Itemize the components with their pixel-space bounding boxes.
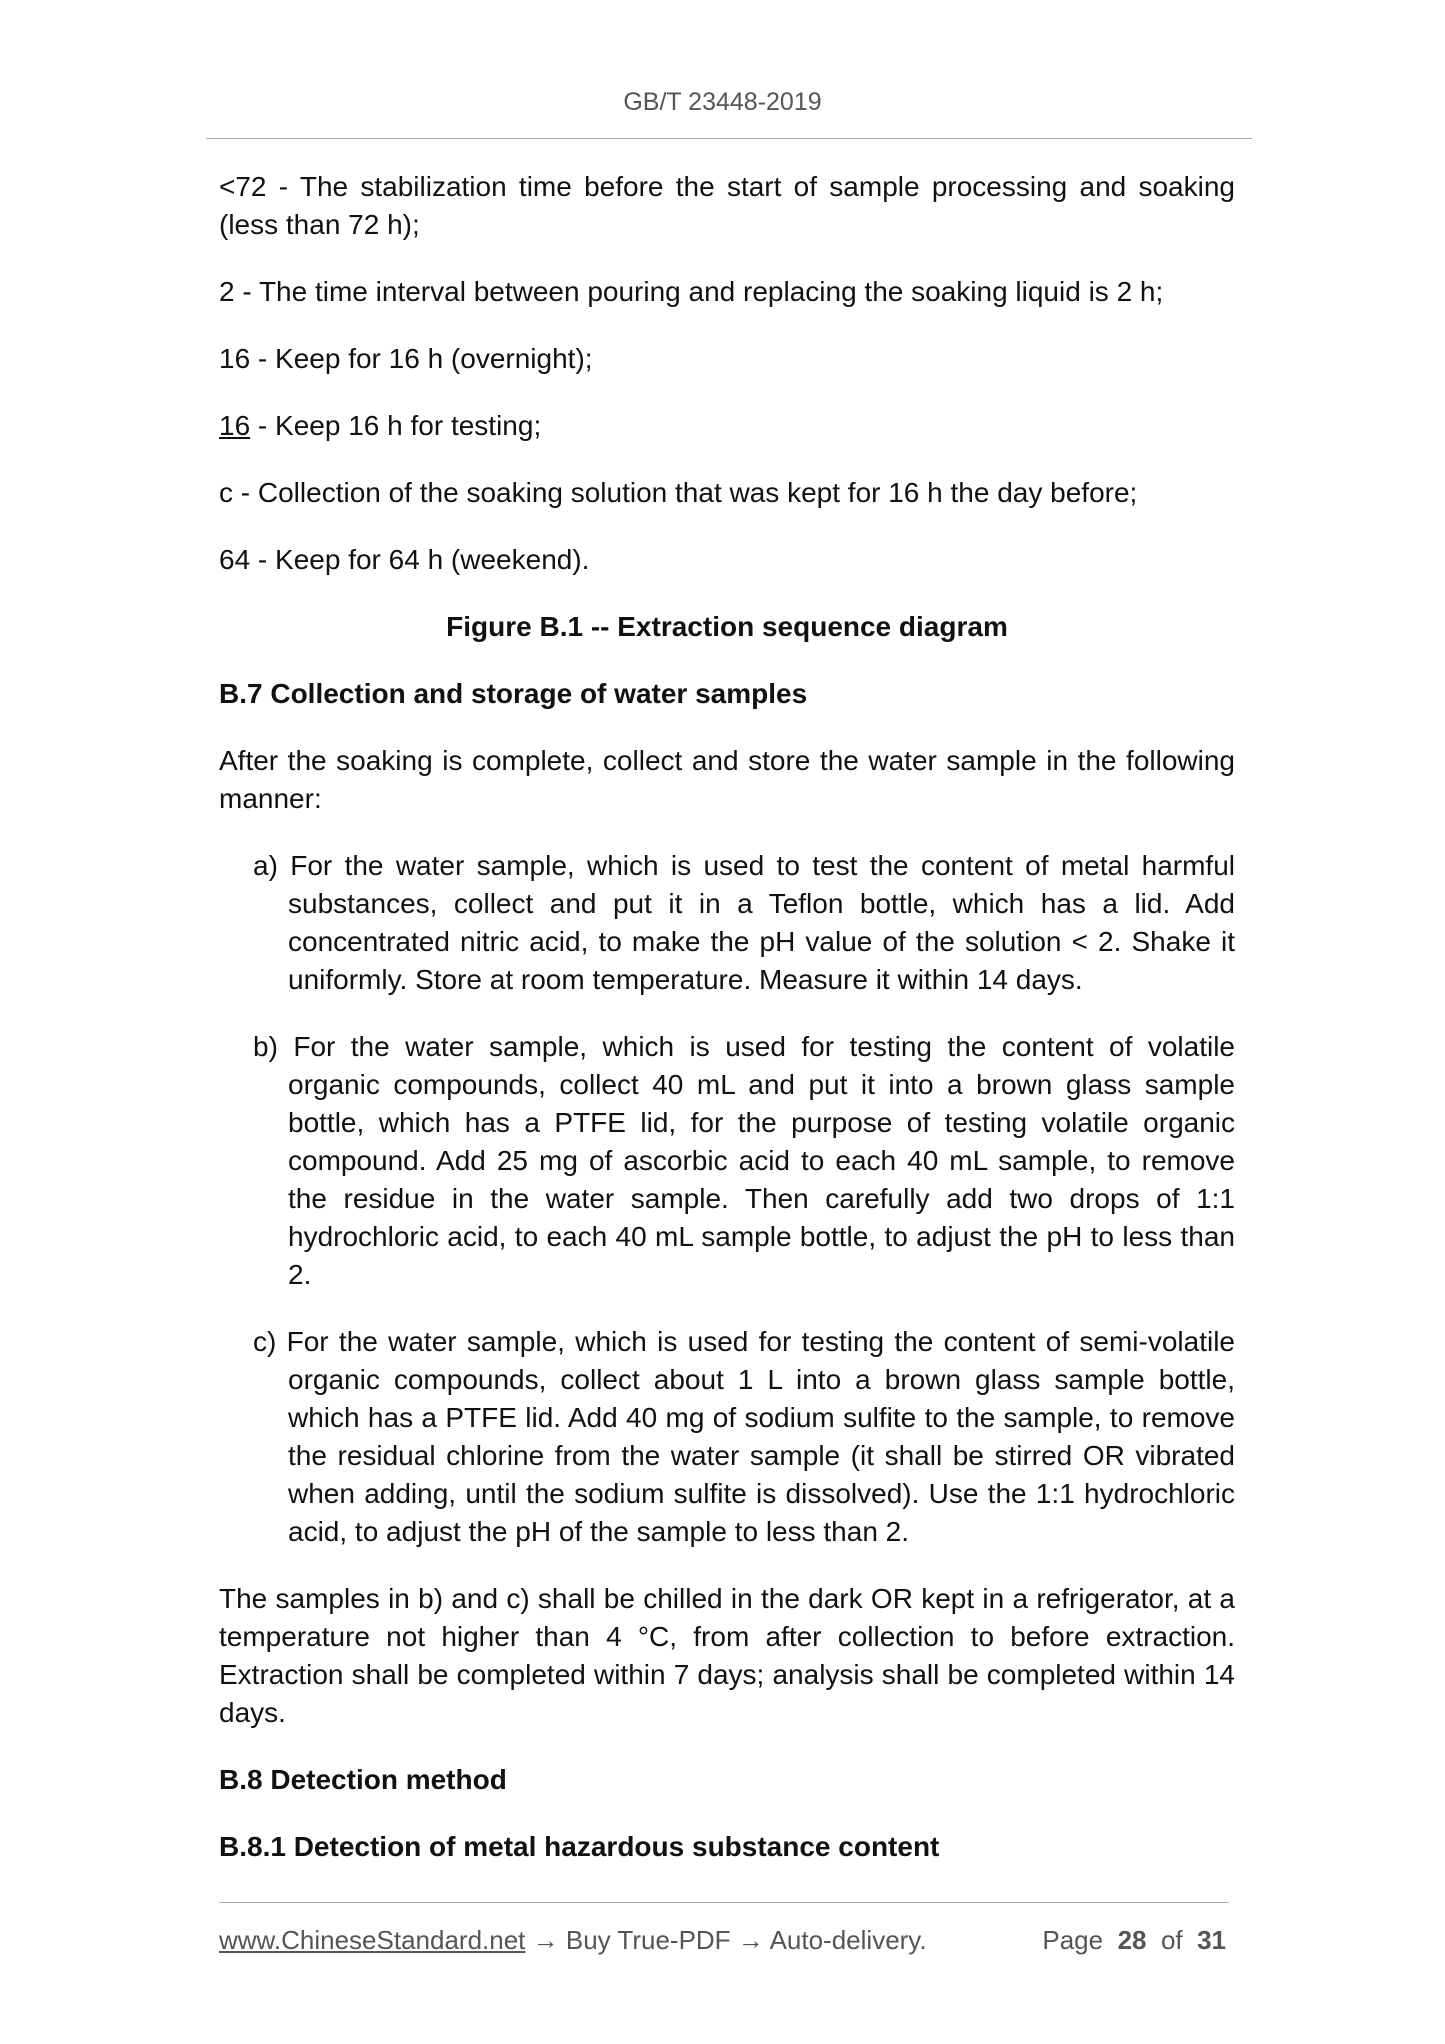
legend-item: 64 - Keep for 64 h (weekend).: [219, 544, 590, 575]
legend-text: - Keep 16 h for testing;: [250, 410, 542, 441]
total-pages: 31: [1197, 1925, 1226, 1955]
list-item-b: b) For the water sample, which is used for testing the content of volatile organic compounds, collect 40 mL and put it into a brown glass sample bottle, which has a PTFE lid, for the purpose of testing volatile organic compound. Add 25 mg of ascorbic acid to each 40 mL sample, to remove the residue in the water sample. Then carefully add two drops of 1:1 hydrochloric acid, to each 40 mL sample bottle, to adjust the pH to less than 2.: [253, 1031, 1235, 1290]
page-content: [219, 168, 1235, 1895]
legend-item: c - Collection of the soaking solution that was kept for 16 h the day before;: [219, 477, 1138, 508]
figure-caption: Figure B.1 -- Extraction sequence diagram: [446, 611, 1008, 642]
of-label: of: [1160, 1925, 1183, 1955]
header-divider: [206, 138, 1252, 139]
list-item-a: a) For the water sample, which is used to test the content of metal harmful substances, collect and put it in a Teflon bottle, which has a lid. Add concentrated nitric acid, to make the pH value of the solution < 2. Shake it uniformly. Store at room temperature. Measure it within 14 days.: [253, 850, 1235, 995]
legend-item: 2 - The time interval between pouring and replacing the soaking liquid is 2 h;: [219, 276, 1164, 307]
section-heading-b8: B.8 Detection method: [219, 1764, 507, 1795]
legend-item: [219, 407, 1235, 445]
list-item-c: c) For the water sample, which is used for testing the content of semi-volatile organic compounds, collect about 1 L into a brown glass sample bottle, which has a PTFE lid. Add 40 mg of sodium sulfite to the sample, to remove the residual chlorine from the water sample (it shall be stirred OR vibrated when adding, until the sodium sulfite is dissolved). Use the 1:1 hydrochloric acid, to adjust the pH of the sample to less than 2.: [253, 1326, 1235, 1547]
legend-item: 16 - Keep for 16 h (overnight);: [219, 343, 593, 374]
section-intro: After the soaking is complete, collect and store the water sample in the following manner:: [219, 745, 1235, 814]
footer-divider: [219, 1902, 1229, 1903]
legend-number-underlined: 16: [219, 410, 251, 441]
page-number: [1042, 1925, 1226, 1956]
closing-paragraph: The samples in b) and c) shall be chilled in the dark OR kept in a refrigerator, at a temperature not higher than 4 °C, from after collection to before extraction. Extraction shall be completed within 7 days; analysis shall be completed within 14 days.: [219, 1583, 1235, 1728]
current-page: 28: [1117, 1925, 1147, 1955]
website-link[interactable]: www.ChineseStandard.net: [219, 1925, 526, 1955]
section-heading-b81: B.8.1 Detection of metal hazardous substance content: [219, 1831, 940, 1862]
page-label: Page: [1042, 1925, 1104, 1955]
legend-item: <72 - The stabilization time before the start of sample processing and soaking (less than 72 h);: [219, 171, 1235, 240]
section-heading-b7: B.7 Collection and storage of water samples: [219, 678, 808, 709]
footer-promo: [219, 1925, 927, 1956]
footer-tagline: → Buy True-PDF → Auto-delivery.: [525, 1925, 927, 1955]
page-header: GB/T 23448-2019: [623, 88, 822, 116]
